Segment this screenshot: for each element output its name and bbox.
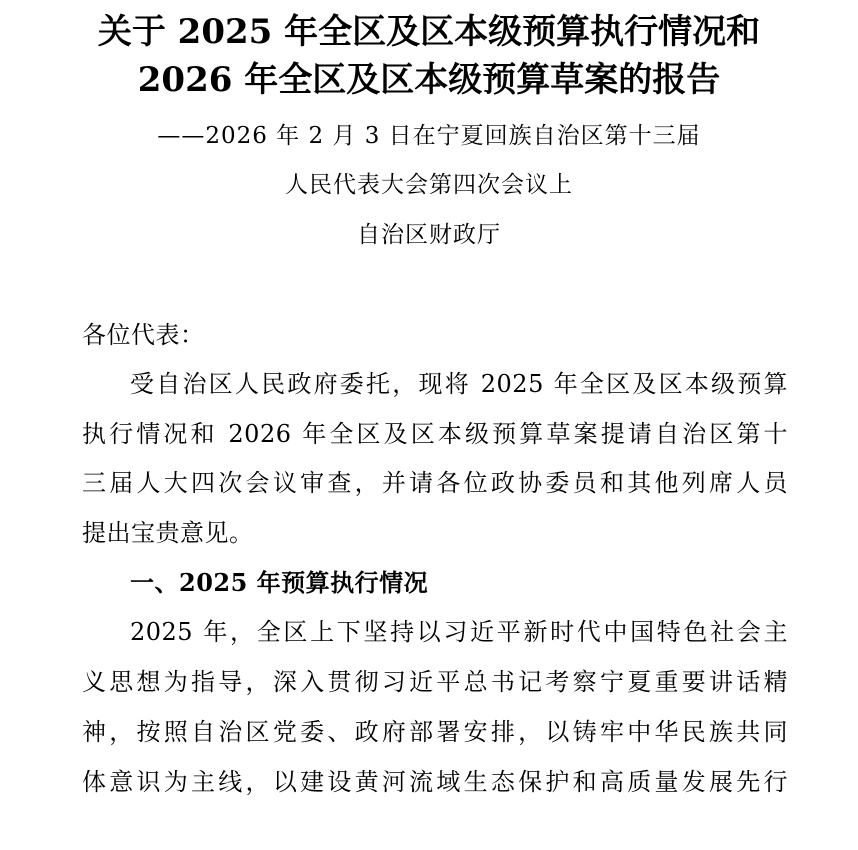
subtitle-author: 自治区财政厅 xyxy=(357,222,501,248)
paragraph-2-line-2: 义思想为指导，深入贯彻习近平总书记考察宁夏重要讲话精 xyxy=(82,668,788,696)
paragraph-2-line-4: 体意识为主线，以建设黄河流域生态保护和高质量发展先行 xyxy=(82,768,788,796)
report-title-line-1: 关于 2025 年全区及区本级预算执行情况和 xyxy=(97,12,761,52)
paragraph-2-line-1: 2025 年，全区上下坚持以习近平新时代中国特色社会主 xyxy=(130,618,788,646)
paragraph-1-line-1: 受自治区人民政府委托，现将 2025 年全区及区本级预算 xyxy=(130,370,788,398)
paragraph-1-line-4: 提出宝贵意见。 xyxy=(82,519,254,547)
subtitle-occasion-line-1: ——2026 年 2 月 3 日在宁夏回族自治区第十三届 xyxy=(157,123,701,149)
salutation: 各位代表： xyxy=(82,321,205,349)
paragraph-1-line-2: 执行情况和 2026 年全区及区本级预算草案提请自治区第十 xyxy=(82,420,788,448)
paragraph-1-line-3: 三届人大四次会议审查，并请各位政协委员和其他列席人员 xyxy=(82,469,788,497)
subtitle-occasion-line-2: 人民代表大会第四次会议上 xyxy=(285,172,573,198)
paragraph-2-line-3: 神，按照自治区党委、政府部署安排，以铸牢中华民族共同 xyxy=(82,718,788,746)
report-title-line-2: 2026 年全区及区本级预算草案的报告 xyxy=(137,60,721,100)
section-heading-1: 一、2025 年预算执行情况 xyxy=(130,568,429,597)
